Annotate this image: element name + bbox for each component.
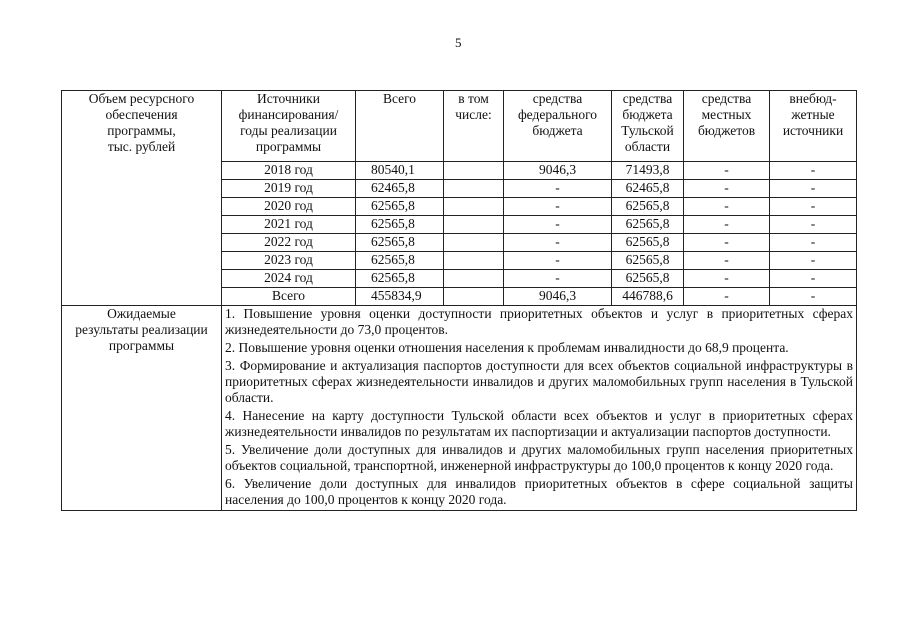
cell-year: 2023 год xyxy=(222,252,356,270)
cell-including xyxy=(444,234,504,252)
resource-label-line: программы, xyxy=(107,123,176,138)
cell-regional: 62565,8 xyxy=(612,198,684,216)
cell-federal: - xyxy=(504,234,612,252)
cell-extra: - xyxy=(770,180,857,198)
header-text: Тульской xyxy=(621,123,674,138)
header-text: финансирования/ xyxy=(238,107,339,122)
cell-federal: - xyxy=(504,216,612,234)
header-text: средства xyxy=(701,91,752,106)
cell-year: 2021 год xyxy=(222,216,356,234)
cell-including xyxy=(444,180,504,198)
cell-local: - xyxy=(684,270,770,288)
cell-extra: - xyxy=(770,234,857,252)
cell-local: - xyxy=(684,162,770,180)
cell-regional: 62565,8 xyxy=(612,216,684,234)
cell-local: - xyxy=(684,234,770,252)
cell-including xyxy=(444,270,504,288)
cell-extra: - xyxy=(770,288,857,306)
header-text: Источники xyxy=(257,91,320,106)
cell-local: - xyxy=(684,198,770,216)
header-text: местных xyxy=(701,107,752,122)
header-text: бюджета xyxy=(622,107,673,122)
header-text: внебюд- xyxy=(789,91,837,106)
result-item: 3. Формирование и актуализация паспортов доступности для всех объектов социальной инфраструктуры в приоритетных сферах жизнедеятельности инвалидов и других маломобильных групп населения в Тульской области. xyxy=(225,358,853,405)
results-label-line: программы xyxy=(108,338,175,353)
results-cell xyxy=(222,306,857,511)
cell-year: Всего xyxy=(222,288,356,306)
cell-extra: - xyxy=(770,162,857,180)
cell-regional: 62565,8 xyxy=(612,234,684,252)
cell-including xyxy=(444,252,504,270)
cell-total: 62565,8 xyxy=(356,252,444,270)
cell-total: 80540,1 xyxy=(356,162,444,180)
cell-regional: 62565,8 xyxy=(612,270,684,288)
header-extra xyxy=(770,91,857,162)
cell-including xyxy=(444,162,504,180)
result-item: 2. Повышение уровня оценки отношения населения к проблемам инвалидности до 68,9 процента. xyxy=(225,340,789,355)
cell-total: 62565,8 xyxy=(356,216,444,234)
header-text: бюджета xyxy=(532,123,583,138)
header-text: области xyxy=(624,139,671,154)
cell-including xyxy=(444,216,504,234)
resource-label-line: тыс. рублей xyxy=(107,139,176,154)
resource-label-line: обеспечения xyxy=(105,107,178,122)
header-text: жетные xyxy=(791,107,835,122)
cell-year: 2022 год xyxy=(222,234,356,252)
header-text: числе: xyxy=(455,107,492,122)
cell-federal: - xyxy=(504,198,612,216)
cell-extra: - xyxy=(770,252,857,270)
cell-total: 62565,8 xyxy=(356,198,444,216)
header-text: федерального xyxy=(517,107,598,122)
cell-federal: 9046,3 xyxy=(504,162,612,180)
resource-table xyxy=(61,90,857,511)
cell-year: 2024 год xyxy=(222,270,356,288)
cell-regional: 71493,8 xyxy=(612,162,684,180)
header-row xyxy=(62,91,857,162)
header-text: источники xyxy=(782,123,844,138)
result-item: 4. Нанесение на карту доступности Тульской области всех объектов и услуг в приоритетных сферах жизнедеятельности инвалидов по результатам их паспортизации и актуализации паспортов доступности. xyxy=(225,408,853,439)
resource-label-cell xyxy=(62,91,222,306)
cell-regional: 62565,8 xyxy=(612,252,684,270)
cell-federal: - xyxy=(504,270,612,288)
header-total: Всего xyxy=(356,91,444,162)
cell-total: 62565,8 xyxy=(356,234,444,252)
header-regional xyxy=(612,91,684,162)
results-label-line: Ожидаемые xyxy=(107,306,176,321)
header-sources xyxy=(222,91,356,162)
header-text: в том xyxy=(458,91,489,106)
cell-total: 455834,9 xyxy=(356,288,444,306)
cell-year: 2019 год xyxy=(222,180,356,198)
header-including xyxy=(444,91,504,162)
results-row xyxy=(62,306,857,511)
cell-federal: - xyxy=(504,252,612,270)
cell-federal: - xyxy=(504,180,612,198)
cell-local: - xyxy=(684,180,770,198)
cell-extra: - xyxy=(770,198,857,216)
cell-year: 2020 год xyxy=(222,198,356,216)
header-text: средства xyxy=(622,91,673,106)
header-text: программы xyxy=(255,139,322,154)
results-label-cell xyxy=(62,306,222,511)
cell-local: - xyxy=(684,252,770,270)
cell-federal: 9046,3 xyxy=(504,288,612,306)
result-item: 6. Увеличение доли доступных для инвалидов приоритетных объектов в сфере социальной защиты населения до 100,0 процентов к концу 2020 года. xyxy=(225,476,853,507)
cell-total: 62465,8 xyxy=(356,180,444,198)
header-federal xyxy=(504,91,612,162)
results-label-line: результаты реализации xyxy=(75,322,208,337)
cell-regional: 446788,6 xyxy=(612,288,684,306)
cell-including xyxy=(444,198,504,216)
cell-total: 62565,8 xyxy=(356,270,444,288)
cell-regional: 62465,8 xyxy=(612,180,684,198)
cell-extra: - xyxy=(770,270,857,288)
page-number: 5 xyxy=(455,35,462,50)
cell-year: 2018 год xyxy=(222,162,356,180)
header-text: средства xyxy=(532,91,583,106)
cell-local: - xyxy=(684,216,770,234)
resource-label-line: Объем ресурсного xyxy=(88,91,195,106)
result-item: 1. Повышение уровня оценки доступности приоритетных объектов и услуг в приоритетных сферах жизнедеятельности до 73,0 процентов. xyxy=(225,306,853,337)
cell-extra: - xyxy=(770,216,857,234)
cell-local: - xyxy=(684,288,770,306)
result-item: 5. Увеличение доли доступных для инвалидов и других маломобильных групп населения приоритетных объектов социальной, транспортной, инженерной инфраструктуры до 100,0 процентов к концу 2020 года. xyxy=(225,442,853,473)
header-local xyxy=(684,91,770,162)
header-text: годы реализации xyxy=(240,123,337,138)
header-text: бюджетов xyxy=(697,123,756,138)
cell-including xyxy=(444,288,504,306)
